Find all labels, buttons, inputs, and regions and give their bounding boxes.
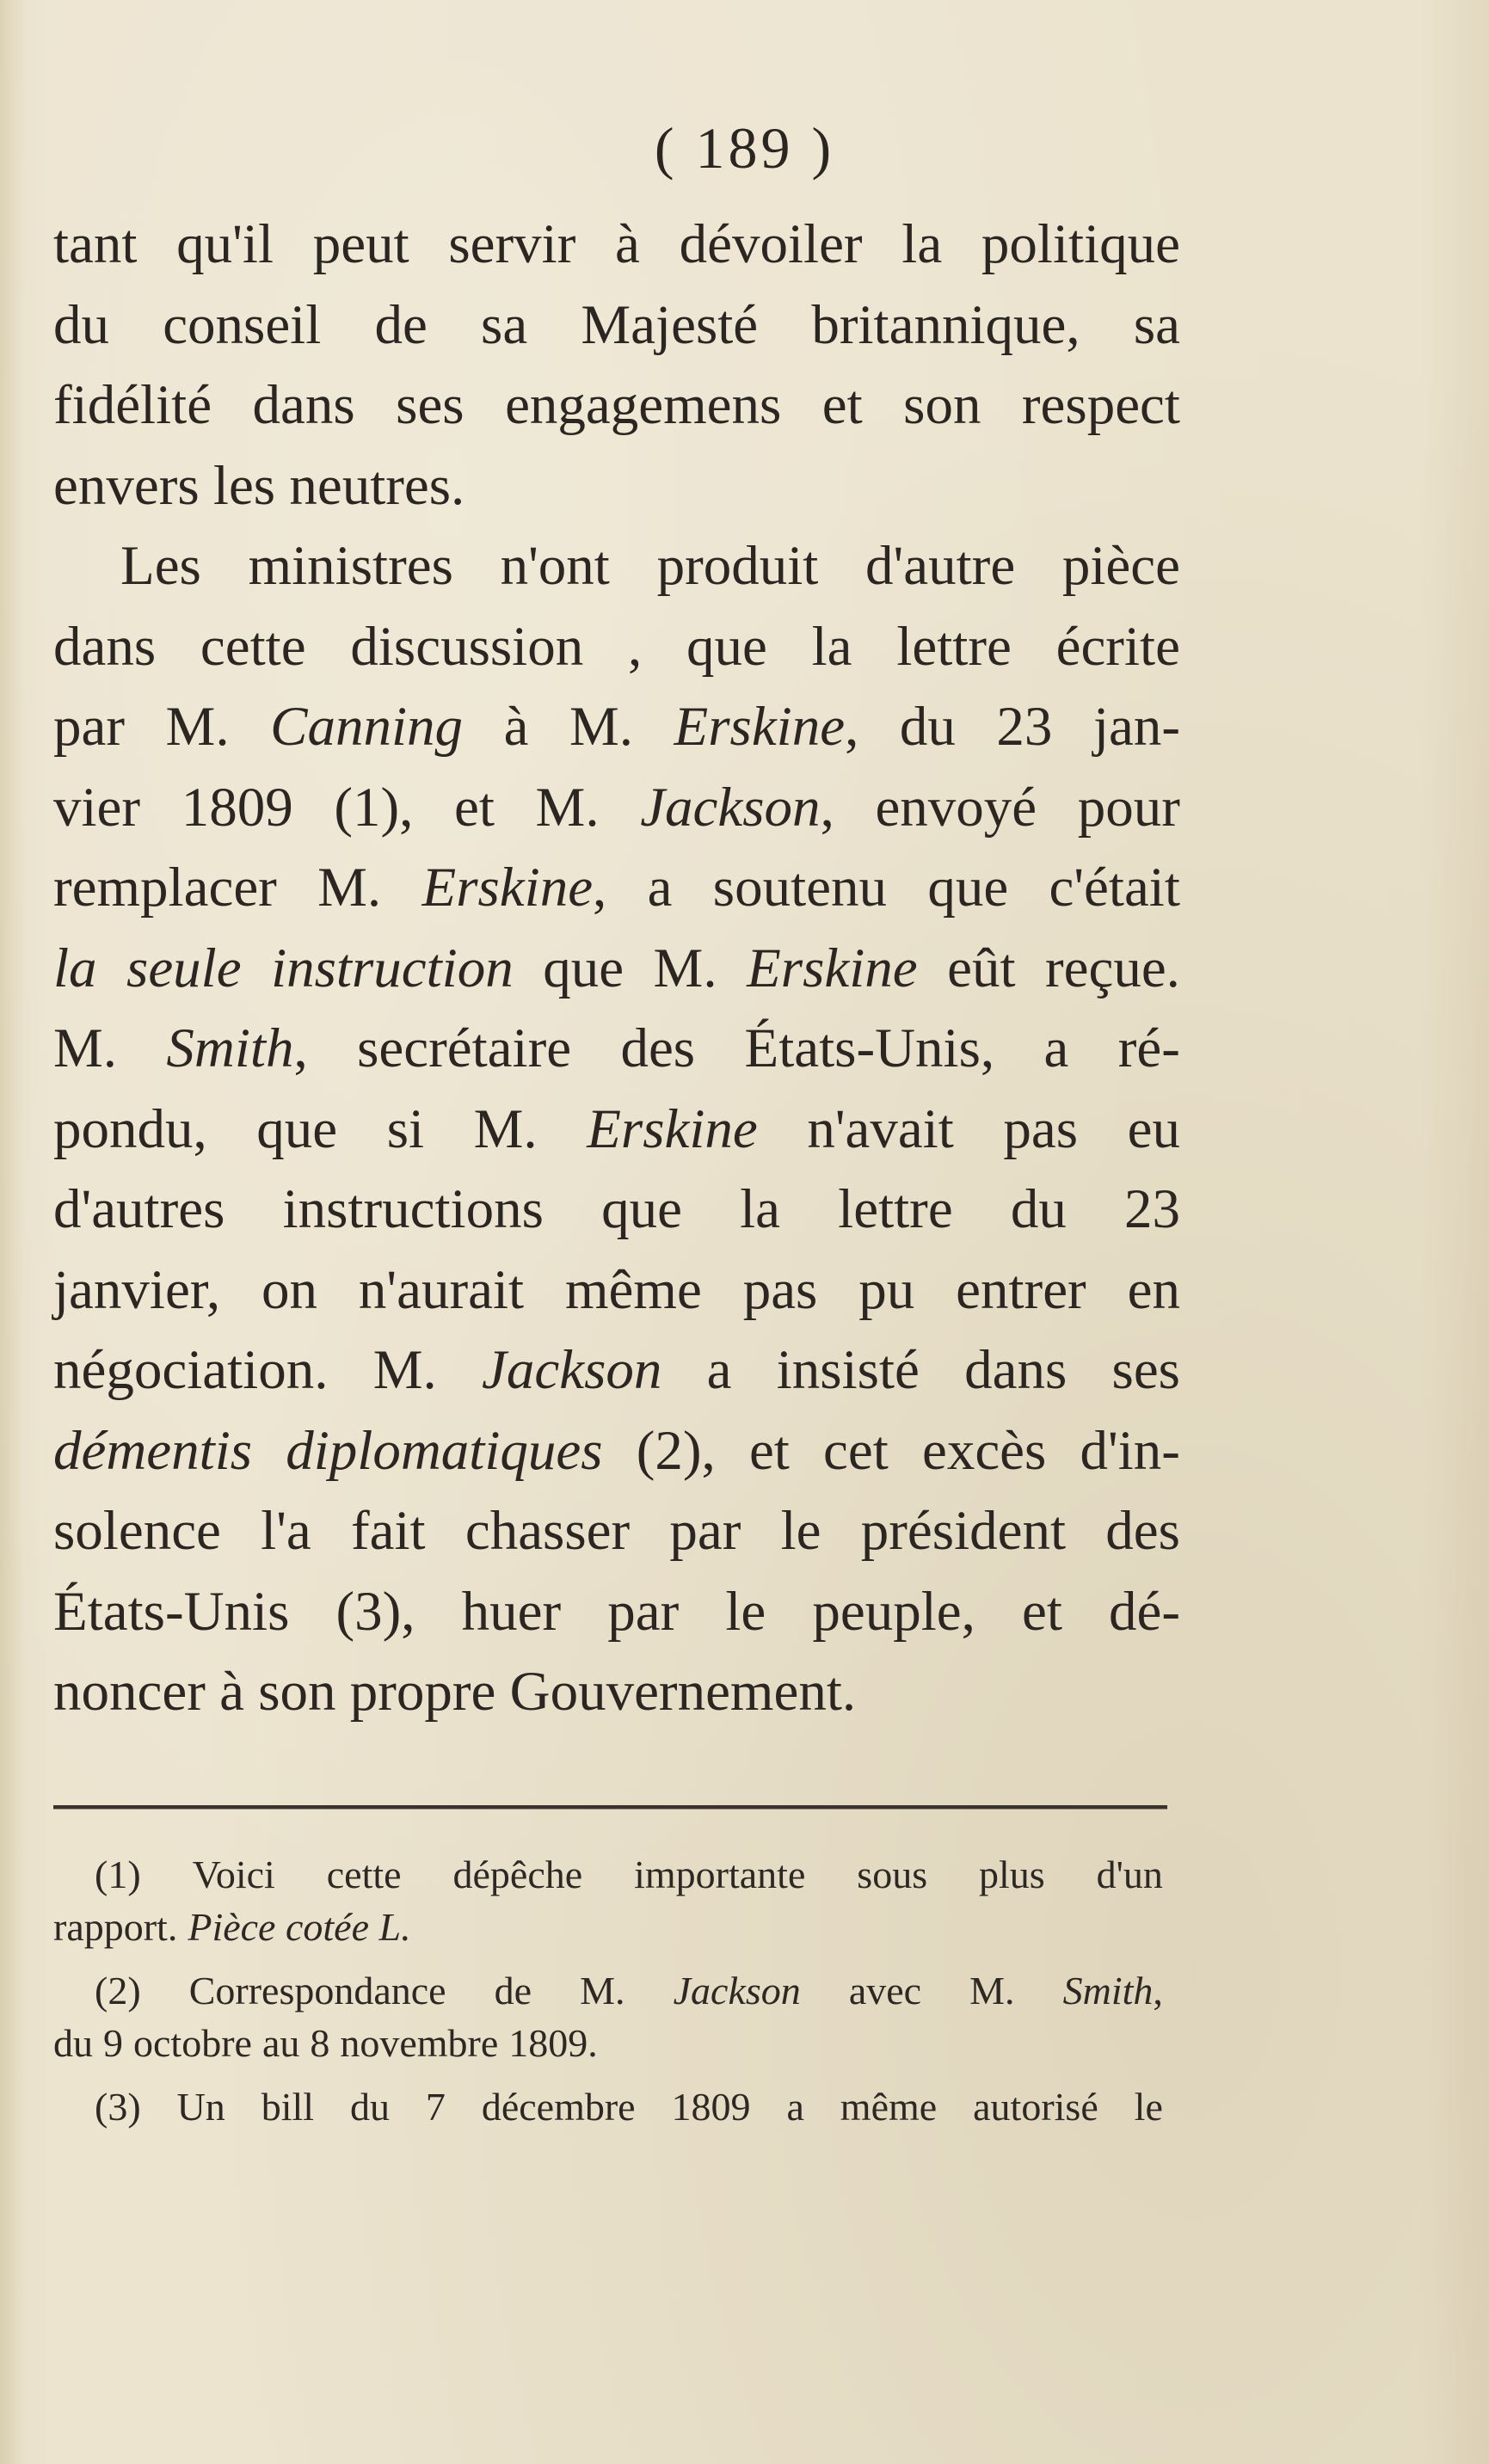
word: conseil: [163, 293, 322, 356]
word: engagemens: [505, 374, 782, 436]
word: président: [860, 1500, 1067, 1562]
word: l'a: [261, 1500, 311, 1562]
footnote-word: 9: [103, 2020, 123, 2065]
footnote-line: [53, 1965, 1163, 2018]
word: et: [1021, 1580, 1062, 1643]
body-line: [53, 1009, 1180, 1090]
footnote-word: a: [786, 2085, 804, 2129]
word: soutenu: [712, 857, 887, 919]
footnote-word: au: [261, 2020, 300, 2065]
word: et: [453, 776, 495, 839]
word: des: [1105, 1500, 1180, 1562]
word: respect: [1021, 374, 1180, 436]
word: d'autres: [53, 1178, 225, 1240]
word: M.: [569, 696, 633, 758]
body-line: [53, 1652, 1180, 1733]
body-line: [53, 1170, 1180, 1250]
word: 23: [1124, 1178, 1180, 1240]
footnote-word: importante: [634, 1853, 806, 1896]
word: négociation.: [53, 1339, 329, 1401]
footnote-word: Un: [176, 2085, 225, 2129]
word: par: [53, 696, 125, 758]
word: des: [620, 1017, 696, 1079]
footnote-word: novembre: [340, 2020, 499, 2065]
footnote-word: M.: [580, 1969, 625, 2012]
body-line: [53, 526, 1180, 607]
footnote-word: Jackson: [673, 1969, 801, 2012]
footnote-line: [53, 1902, 1163, 1954]
word: Jackson,: [640, 776, 834, 839]
footnote-2: [53, 1965, 1163, 2069]
body-line: [53, 366, 1180, 446]
word: eût: [947, 937, 1016, 999]
word: politique: [981, 213, 1180, 275]
word: peuple,: [812, 1580, 975, 1643]
body-line: [53, 205, 1180, 286]
word: Jackson: [482, 1339, 662, 1401]
word: noncer à son propre Gouvernement.: [53, 1661, 857, 1723]
word: remplacer: [53, 857, 277, 919]
word: M.: [317, 857, 382, 919]
word: cette: [200, 615, 306, 678]
word: Erskine,: [421, 857, 607, 919]
footnote-word: autorisé: [973, 2085, 1098, 2129]
footnote-word: dépêche: [452, 1853, 583, 1896]
footnote-word: 7: [425, 2085, 446, 2129]
word: d'in-: [1080, 1419, 1180, 1482]
word: et: [821, 374, 863, 436]
footnote-word: Voici: [192, 1853, 275, 1896]
footnote-word: même: [840, 2085, 938, 2129]
word: a: [706, 1339, 732, 1401]
footnote-separator-rule: [53, 1805, 1167, 1809]
word: fidélité: [53, 374, 212, 436]
word: c'était: [1049, 857, 1180, 919]
word: a: [647, 857, 673, 919]
word: que: [601, 1178, 682, 1240]
footnote-word: 1809: [671, 2085, 751, 2129]
word: son: [903, 374, 981, 436]
word: le: [780, 1500, 821, 1562]
word: écrite: [1055, 615, 1180, 678]
word: ses: [396, 374, 465, 436]
body-line: [53, 1250, 1180, 1331]
word: Erskine: [587, 1097, 758, 1160]
word: en: [1127, 1258, 1180, 1321]
word: et: [748, 1419, 790, 1482]
word: qu'il: [176, 213, 274, 275]
word: dévoiler: [679, 213, 863, 275]
footnote-line: [53, 2081, 1163, 2134]
word: instructions: [282, 1178, 544, 1240]
word: à: [615, 213, 640, 275]
word: (1),: [334, 776, 414, 839]
word: si: [386, 1097, 425, 1160]
word: la: [901, 213, 943, 275]
word: M.: [535, 776, 600, 839]
word: Canning: [270, 696, 464, 758]
word: cet: [823, 1419, 889, 1482]
word: sa: [1133, 293, 1180, 356]
word: jan-: [1092, 696, 1180, 758]
word: Erskine,: [674, 696, 859, 758]
word: États-Unis: [53, 1580, 290, 1643]
word: (2),: [636, 1419, 716, 1482]
footnote-word: bill: [261, 2085, 315, 2129]
word: ses: [1111, 1339, 1180, 1401]
word: dans: [964, 1339, 1068, 1401]
footnote-word: cette: [326, 1853, 402, 1896]
word: eu: [1127, 1097, 1180, 1160]
word: lettre: [896, 615, 1012, 678]
footnote-word: Correspondance: [188, 1969, 446, 2012]
footnote-word: sous: [857, 1853, 928, 1896]
word: dans: [53, 615, 157, 678]
body-line: [53, 446, 1180, 527]
footnote-word: 8: [310, 2020, 330, 2065]
body-line: [53, 768, 1180, 849]
footnote-word: (3): [95, 2085, 141, 2129]
word: vier: [53, 776, 141, 839]
word: pas: [742, 1258, 818, 1321]
word: États-Unis,: [744, 1017, 995, 1079]
word: sa: [481, 293, 528, 356]
word: janvier,: [53, 1258, 221, 1321]
word: M.: [372, 1339, 437, 1401]
word: reçue.: [1044, 937, 1180, 999]
word: fait: [351, 1500, 426, 1562]
body-line: [53, 1491, 1180, 1572]
word: envers les neutres.: [53, 454, 465, 517]
word: lettre: [838, 1178, 953, 1240]
word: Erskine: [747, 937, 918, 999]
word: M.: [53, 1017, 118, 1079]
body-line: [53, 1572, 1180, 1653]
word: du: [1010, 1178, 1067, 1240]
word: démentis: [53, 1419, 253, 1482]
word: par: [607, 1580, 680, 1643]
word: envoyé: [875, 776, 1037, 839]
word: la: [740, 1178, 780, 1240]
footnote-word: 1809.: [508, 2020, 598, 2065]
body-line: [53, 1411, 1180, 1492]
footnote-word: plus: [979, 1853, 1045, 1896]
footnotes: [53, 1849, 1163, 2146]
word: ,: [627, 615, 643, 678]
word: britannique,: [811, 293, 1080, 356]
word: excès: [921, 1419, 1047, 1482]
word: pas: [1003, 1097, 1079, 1160]
footnote-word: de: [494, 1969, 532, 2012]
word: n'ont: [500, 535, 610, 597]
word: huer: [461, 1580, 562, 1643]
word: que: [256, 1097, 338, 1160]
word: servir: [448, 213, 576, 275]
footnote-1: [53, 1849, 1163, 1953]
body-line: [53, 687, 1180, 768]
word: pièce: [1061, 535, 1180, 597]
word: 1809: [181, 776, 293, 839]
word: a: [1043, 1017, 1069, 1079]
footnote-word: du: [53, 2020, 93, 2065]
body-line: [53, 929, 1180, 1010]
word: entrer: [956, 1258, 1086, 1321]
footnote-line: [53, 2018, 1163, 2070]
body-line: [53, 607, 1180, 688]
body-line: [53, 286, 1180, 366]
word: M.: [165, 696, 230, 758]
body-line: [53, 1330, 1180, 1411]
word: de: [374, 293, 428, 356]
word: dé-: [1108, 1580, 1180, 1643]
page-number: ( 189 ): [654, 115, 835, 181]
footnote-word: M.: [969, 1969, 1015, 2012]
word: solence: [53, 1500, 221, 1562]
word: d'autre: [865, 535, 1016, 597]
word: 23: [996, 696, 1053, 758]
footnote-line: [53, 1849, 1163, 1902]
word: à: [503, 696, 529, 758]
word: pour: [1077, 776, 1180, 839]
body-text: [53, 205, 1180, 1733]
word: n'avait: [807, 1097, 954, 1160]
footnote-word: (1): [95, 1853, 141, 1896]
word: du: [899, 696, 956, 758]
word: diplomatiques: [286, 1419, 603, 1482]
footnote-word: le: [1134, 2085, 1163, 2129]
word: insisté: [776, 1339, 920, 1401]
word: produit: [656, 535, 819, 597]
footnote-word: Pièce cotée L.: [188, 1904, 411, 1949]
word: secrétaire: [357, 1017, 572, 1079]
word: ministres: [248, 535, 453, 597]
footnote-word: (2): [95, 1969, 141, 2012]
footnote-word: Smith,: [1062, 1969, 1163, 2012]
word: par: [669, 1500, 741, 1562]
word: chasser: [465, 1500, 631, 1562]
word: la: [53, 937, 97, 999]
footnote-word: décembre: [481, 2085, 636, 2129]
word: n'aurait: [358, 1258, 525, 1321]
footnote-word: octobre: [133, 2020, 252, 2065]
word: M.: [473, 1097, 538, 1160]
word: (3),: [335, 1580, 415, 1643]
footnote-word: rapport.: [53, 1904, 178, 1949]
word: du: [53, 293, 109, 356]
word: tant: [53, 213, 138, 275]
word: ré-: [1117, 1017, 1180, 1079]
word: discussion: [350, 615, 584, 678]
word: M.: [653, 937, 717, 999]
footnote-word: avec: [848, 1969, 922, 2012]
word: le: [725, 1580, 766, 1643]
word: peut: [312, 213, 409, 275]
body-line: [53, 1090, 1180, 1171]
word: Les: [120, 535, 201, 597]
word: instruction: [271, 937, 514, 999]
word: Majesté: [581, 293, 759, 356]
footnote-word: du: [349, 2085, 390, 2129]
footnote-3: [53, 2081, 1163, 2134]
word: Smith,: [166, 1017, 308, 1079]
word: même: [564, 1258, 702, 1321]
word: seule: [126, 937, 242, 999]
word: pu: [858, 1258, 915, 1321]
word: que: [543, 937, 625, 999]
word: dans: [252, 374, 355, 436]
word: on: [261, 1258, 318, 1321]
word: que: [686, 615, 767, 678]
body-line: [53, 848, 1180, 929]
word: la: [811, 615, 852, 678]
word: pondu,: [53, 1097, 207, 1160]
footnote-word: d'un: [1096, 1853, 1163, 1896]
word: que: [927, 857, 1009, 919]
